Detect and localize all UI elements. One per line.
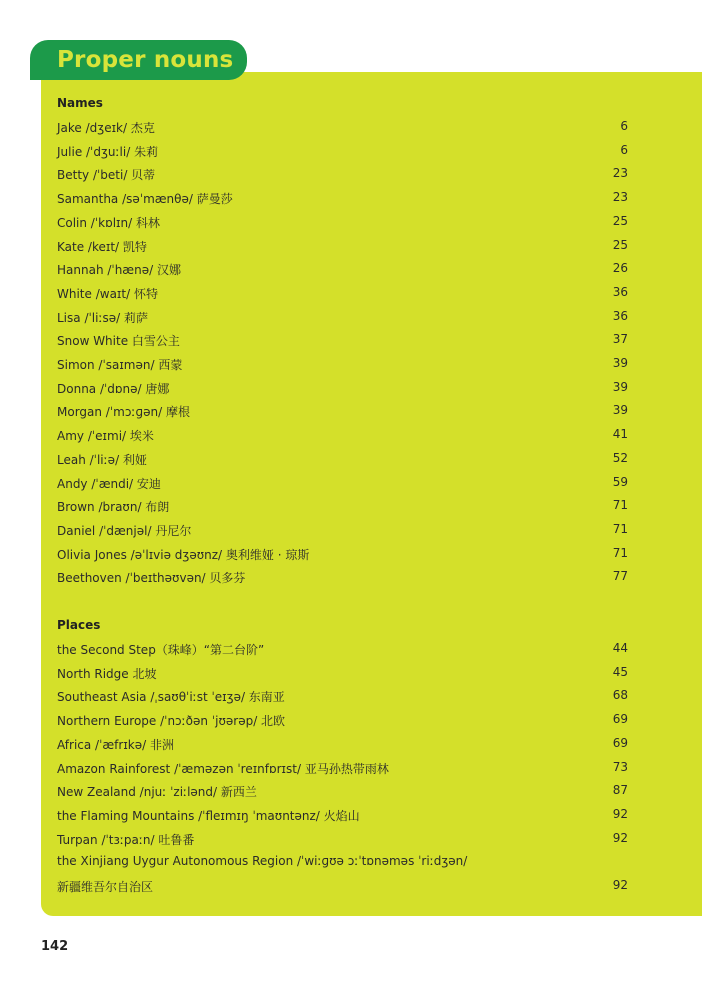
entry-page-number: 25 <box>612 213 628 228</box>
entry-term: Kate /keɪt/ 凯特 <box>57 239 147 254</box>
entry-term: Colin /ˈkɒlɪn/ 科林 <box>57 215 160 230</box>
entry-term: the Xinjiang Uygur Autonomous Region /ˈwiːɡʊə ɔːˈtɒnəməs ˈriːdʒən/ <box>57 854 468 869</box>
entry-page-number: 44 <box>612 641 628 655</box>
index-entry <box>57 522 628 542</box>
entry-term: Snow White 白雪公主 <box>57 334 180 349</box>
entry-term: Southeast Asia /ˌsaʊθˈiːst ˈeɪʒə/ 东南亚 <box>57 690 285 705</box>
index-entry <box>57 143 628 163</box>
index-entry <box>57 854 628 874</box>
entry-page-number: 37 <box>612 332 628 347</box>
index-entry <box>57 166 628 186</box>
entry-term: New Zealand /njuː ˈziːlənd/ 新西兰 <box>57 785 257 800</box>
entry-page-number: 71 <box>612 521 628 536</box>
index-entry <box>57 878 628 898</box>
entry-page-number: 59 <box>612 474 628 489</box>
entry-term: Simon /ˈsaɪmən/ 西蒙 <box>57 358 183 372</box>
entry-term: Lisa /ˈliːsə/ 莉萨 <box>57 310 148 325</box>
index-entry <box>57 427 628 447</box>
entry-term: Samantha /səˈmænθə/ 萨曼莎 <box>57 192 233 207</box>
index-entry <box>57 760 628 780</box>
entry-term: Betty /ˈbeti/ 贝蒂 <box>57 168 156 183</box>
index-entry <box>57 261 628 281</box>
entry-page-number: 36 <box>612 284 628 299</box>
index-entry <box>57 688 628 708</box>
index-entry <box>57 569 628 589</box>
index-entry <box>57 285 628 305</box>
index-entry <box>57 380 628 400</box>
entry-term: Andy /ˈændi/ 安迪 <box>57 476 161 491</box>
entry-page-number: 68 <box>612 688 628 703</box>
entry-term: North Ridge 北坡 <box>57 666 157 681</box>
index-entry <box>57 309 628 329</box>
entry-page-number: 23 <box>612 190 628 205</box>
entry-page-number: 71 <box>612 545 628 560</box>
heading-tab <box>30 40 247 80</box>
entry-page-number: 41 <box>612 427 628 442</box>
index-entry <box>57 641 628 661</box>
entry-page-number: 69 <box>612 712 628 727</box>
index-entry <box>57 665 628 685</box>
entry-term: Hannah /ˈhænə/ 汉娜 <box>57 263 181 278</box>
entry-page-number: 45 <box>612 664 628 679</box>
entry-term: the Flaming Mountains /ˈfleɪmɪŋ ˈmaʊntənz/ 火焰山 <box>57 808 360 823</box>
section-title-places: Places <box>57 618 101 632</box>
entry-term: Northern Europe /ˈnɔːðən ˈjʊərəp/ 北欧 <box>57 714 286 729</box>
index-entry <box>57 119 628 139</box>
page-title: Proper nouns <box>57 47 234 73</box>
entry-page-number: 69 <box>612 735 628 750</box>
entry-term: Turpan /ˈtɜːpaːn/ 吐鲁番 <box>57 832 195 847</box>
index-entry <box>57 807 628 827</box>
entry-page-number: 92 <box>612 830 628 845</box>
index-entry <box>57 214 628 234</box>
entry-page-number: 39 <box>612 379 628 394</box>
index-entry <box>57 475 628 495</box>
entry-page-number: 6 <box>620 119 628 133</box>
entry-page-number: 52 <box>612 450 628 465</box>
entry-page-number: 92 <box>612 806 628 821</box>
entry-term: Africa /ˈæfrɪkə/ 非洲 <box>57 737 174 752</box>
entry-page-number: 92 <box>612 878 628 892</box>
entry-page-number: 6 <box>620 142 628 157</box>
entry-term: Donna /ˈdɒnə/ 唐娜 <box>57 381 170 396</box>
index-entry <box>57 238 628 258</box>
index-entry <box>57 451 628 471</box>
entry-term: Jake /dʒeɪk/ 杰克 <box>57 121 155 135</box>
entry-term: 新疆维吾尔自治区 <box>57 880 154 894</box>
entry-page-number: 73 <box>612 759 628 774</box>
index-entry <box>57 831 628 851</box>
entry-term: Morgan /ˈmɔːɡən/ 摩根 <box>57 405 190 420</box>
index-entry <box>57 736 628 756</box>
index-entry <box>57 546 628 566</box>
entry-page-number: 39 <box>612 356 628 370</box>
entry-term: Brown /braʊn/ 布朗 <box>57 500 170 515</box>
index-entry <box>57 332 628 352</box>
entry-page-number: 39 <box>612 403 628 418</box>
entry-page-number: 36 <box>612 308 628 323</box>
entry-term: Amazon Rainforest /ˈæməzən ˈreɪnfɒrɪst/ 亚马孙热带雨林 <box>57 761 389 776</box>
entry-page-number: 26 <box>612 261 628 276</box>
entry-term: Leah /ˈliːə/ 利娅 <box>57 452 147 467</box>
entry-term: White /waɪt/ 怀特 <box>57 286 158 301</box>
index-entry <box>57 403 628 423</box>
entry-page-number: 87 <box>612 783 628 798</box>
entry-term: Daniel /ˈdænjəl/ 丹尼尔 <box>57 523 192 538</box>
index-entry <box>57 783 628 803</box>
index-entry <box>57 712 628 732</box>
index-entry <box>57 190 628 210</box>
entry-page-number: 25 <box>612 237 628 252</box>
entry-term: the Second Step（珠峰）“第二台阶” <box>57 643 265 657</box>
entry-page-number: 71 <box>612 498 628 513</box>
entry-page-number: 23 <box>612 166 628 181</box>
entry-page-number: 77 <box>612 569 628 584</box>
page-number: 142 <box>41 939 69 954</box>
entry-term: Olivia Jones /əˈlɪviə dʒəʊnz/ 奥利维娅 · 琼斯 <box>57 547 310 562</box>
entry-term: Beethoven /ˈbeɪthəʊvən/ 贝多芬 <box>57 571 246 586</box>
index-entry <box>57 356 628 376</box>
entry-term: Julie /ˈdʒuːli/ 朱莉 <box>57 144 159 159</box>
section-title-names: Names <box>57 96 103 110</box>
index-entry <box>57 498 628 518</box>
entry-term: Amy /ˈeɪmi/ 埃米 <box>57 429 154 444</box>
